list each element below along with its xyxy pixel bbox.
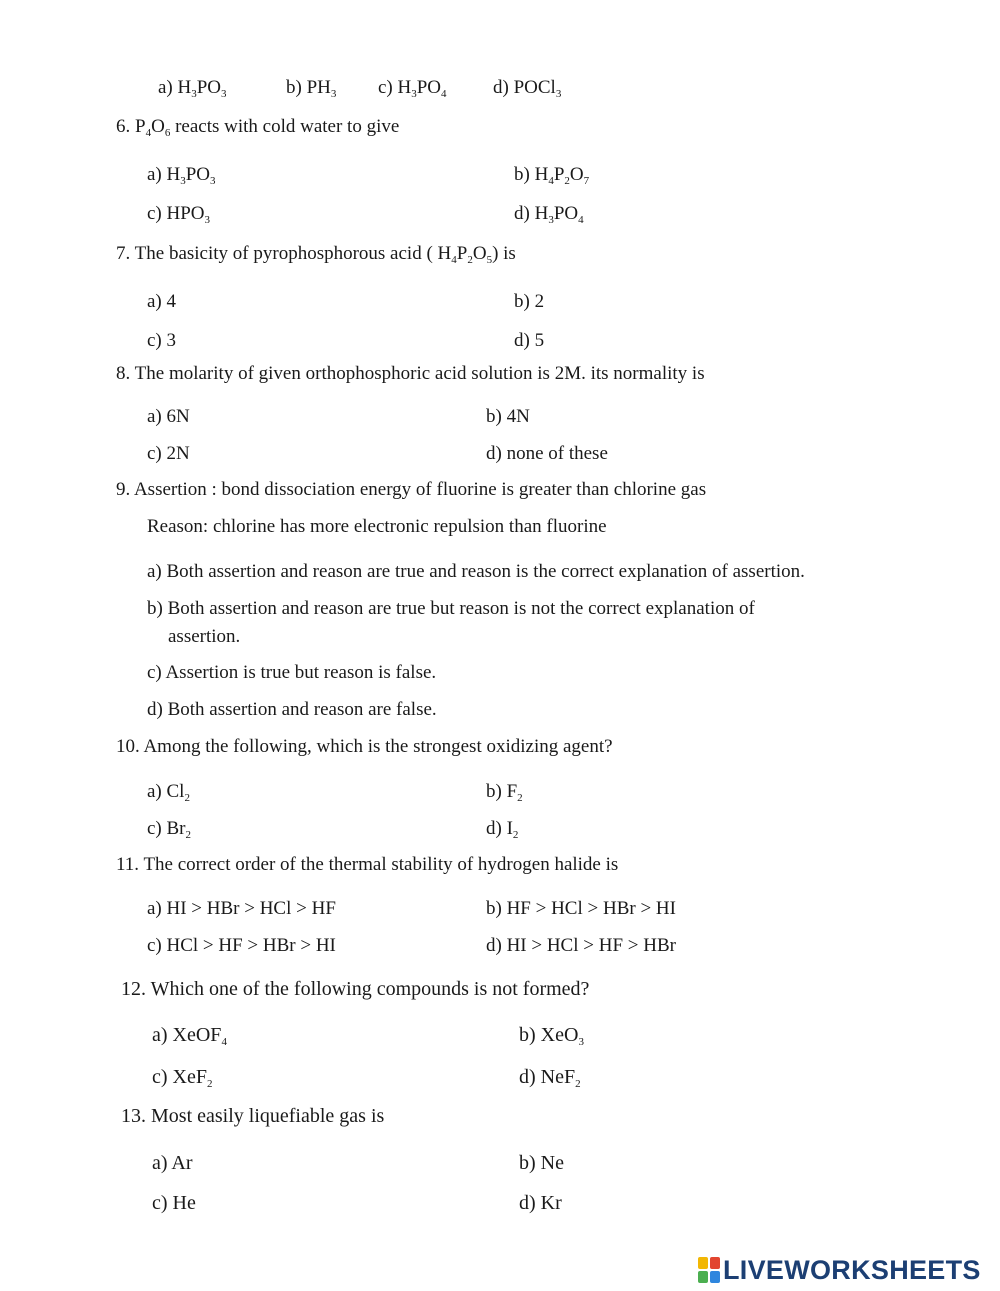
q9-option-b-continued[interactable]: assertion.	[168, 626, 241, 647]
q11-option-b[interactable]: b) HF > HCl > HBr > HI	[486, 898, 676, 919]
q10-option-d[interactable]: d) $I_2$	[486, 818, 519, 841]
q8-option-d[interactable]: d) none of these	[486, 443, 608, 464]
q8-option-c[interactable]: c) 2N	[147, 443, 190, 464]
q11-option-c[interactable]: c) HCl > HF > HBr > HI	[147, 935, 336, 956]
q11-option-d[interactable]: d) HI > HCl > HF > HBr	[486, 935, 676, 956]
q13-stem: 13. Most easily liquefiable gas is	[121, 1105, 385, 1127]
q13-option-c[interactable]: c) He	[152, 1192, 196, 1214]
q10-option-b[interactable]: b) $F_2$	[486, 781, 523, 804]
q12-option-a[interactable]: a) XeOF$_4$	[152, 1024, 227, 1048]
q11-stem: 11. The correct order of the thermal stability of hydrogen halide is	[116, 854, 619, 875]
q9-option-a[interactable]: a) Both assertion and reason are true and reason is the correct explanation of assertion.	[147, 561, 805, 582]
q12-option-d[interactable]: d) NeF$_2$	[519, 1066, 581, 1090]
q7-option-d[interactable]: d) 5	[514, 330, 545, 351]
q8-stem: 8. The molarity of given orthophosphoric acid solution is 2M. its normality is	[116, 363, 705, 384]
q5-option-a[interactable]: a) $H_3PO_3$	[158, 77, 227, 100]
q11-option-a[interactable]: a) HI > HBr > HCl > HF	[147, 898, 336, 919]
q9-reason: Reason: chlorine has more electronic repulsion than fluorine	[147, 516, 607, 537]
q7-stem: 7. The basicity of pyrophosphorous acid ( $H_4P_2O_5$) is	[116, 243, 516, 266]
q12-stem: 12. Which one of the following compounds is not formed?	[121, 978, 590, 1000]
q5-option-d[interactable]: d) POCl$_3$	[493, 77, 562, 100]
q9-option-c[interactable]: c) Assertion is true but reason is false.	[147, 662, 437, 683]
q6-option-c[interactable]: c) $HPO_3$	[147, 203, 211, 226]
q5-option-c[interactable]: c) $H_3PO_4$	[378, 77, 447, 100]
q8-option-b[interactable]: b) 4N	[486, 406, 530, 427]
q7-option-b[interactable]: b) 2	[514, 291, 545, 312]
liveworksheets-logo	[698, 1254, 981, 1286]
q12-option-b[interactable]: b) XeO$_3$	[519, 1024, 584, 1048]
q10-option-a[interactable]: a) $Cl_2$	[147, 781, 190, 804]
q9-option-d[interactable]: d) Both assertion and reason are false.	[147, 699, 437, 720]
brand-name: LIVEWORKSHEETS	[723, 1255, 981, 1285]
q6-stem: 6. $P_4O_6$ reacts with cold water to give	[116, 116, 400, 139]
q12-option-c[interactable]: c) XeF$_2$	[152, 1066, 213, 1090]
q10-stem: 10. Among the following, which is the strongest oxidizing agent?	[116, 736, 613, 757]
q13-option-d[interactable]: d) Kr	[519, 1192, 562, 1214]
q10-option-c[interactable]: c) $Br_2$	[147, 818, 192, 841]
q7-option-a[interactable]: a) 4	[147, 291, 177, 312]
q6-option-b[interactable]: b) $H_4P_2O_7$	[514, 164, 590, 187]
q13-option-a[interactable]: a) Ar	[152, 1152, 193, 1174]
q9-assertion: 9. Assertion : bond dissociation energy of fluorine is greater than chlorine gas	[116, 479, 707, 500]
q8-option-a[interactable]: a) 6N	[147, 406, 190, 427]
q9-option-b[interactable]: b) Both assertion and reason are true but reason is not the correct explanation of	[147, 598, 755, 619]
liveworksheets-logo-icon	[698, 1257, 720, 1283]
q6-option-a[interactable]: a) $H_3PO_3$	[147, 164, 216, 187]
q5-option-b[interactable]: b) $PH_3$	[286, 77, 337, 100]
q6-option-d[interactable]: d) $H_3PO_4$	[514, 203, 584, 226]
q7-option-c[interactable]: c) 3	[147, 330, 177, 351]
q13-option-b[interactable]: b) Ne	[519, 1152, 564, 1174]
